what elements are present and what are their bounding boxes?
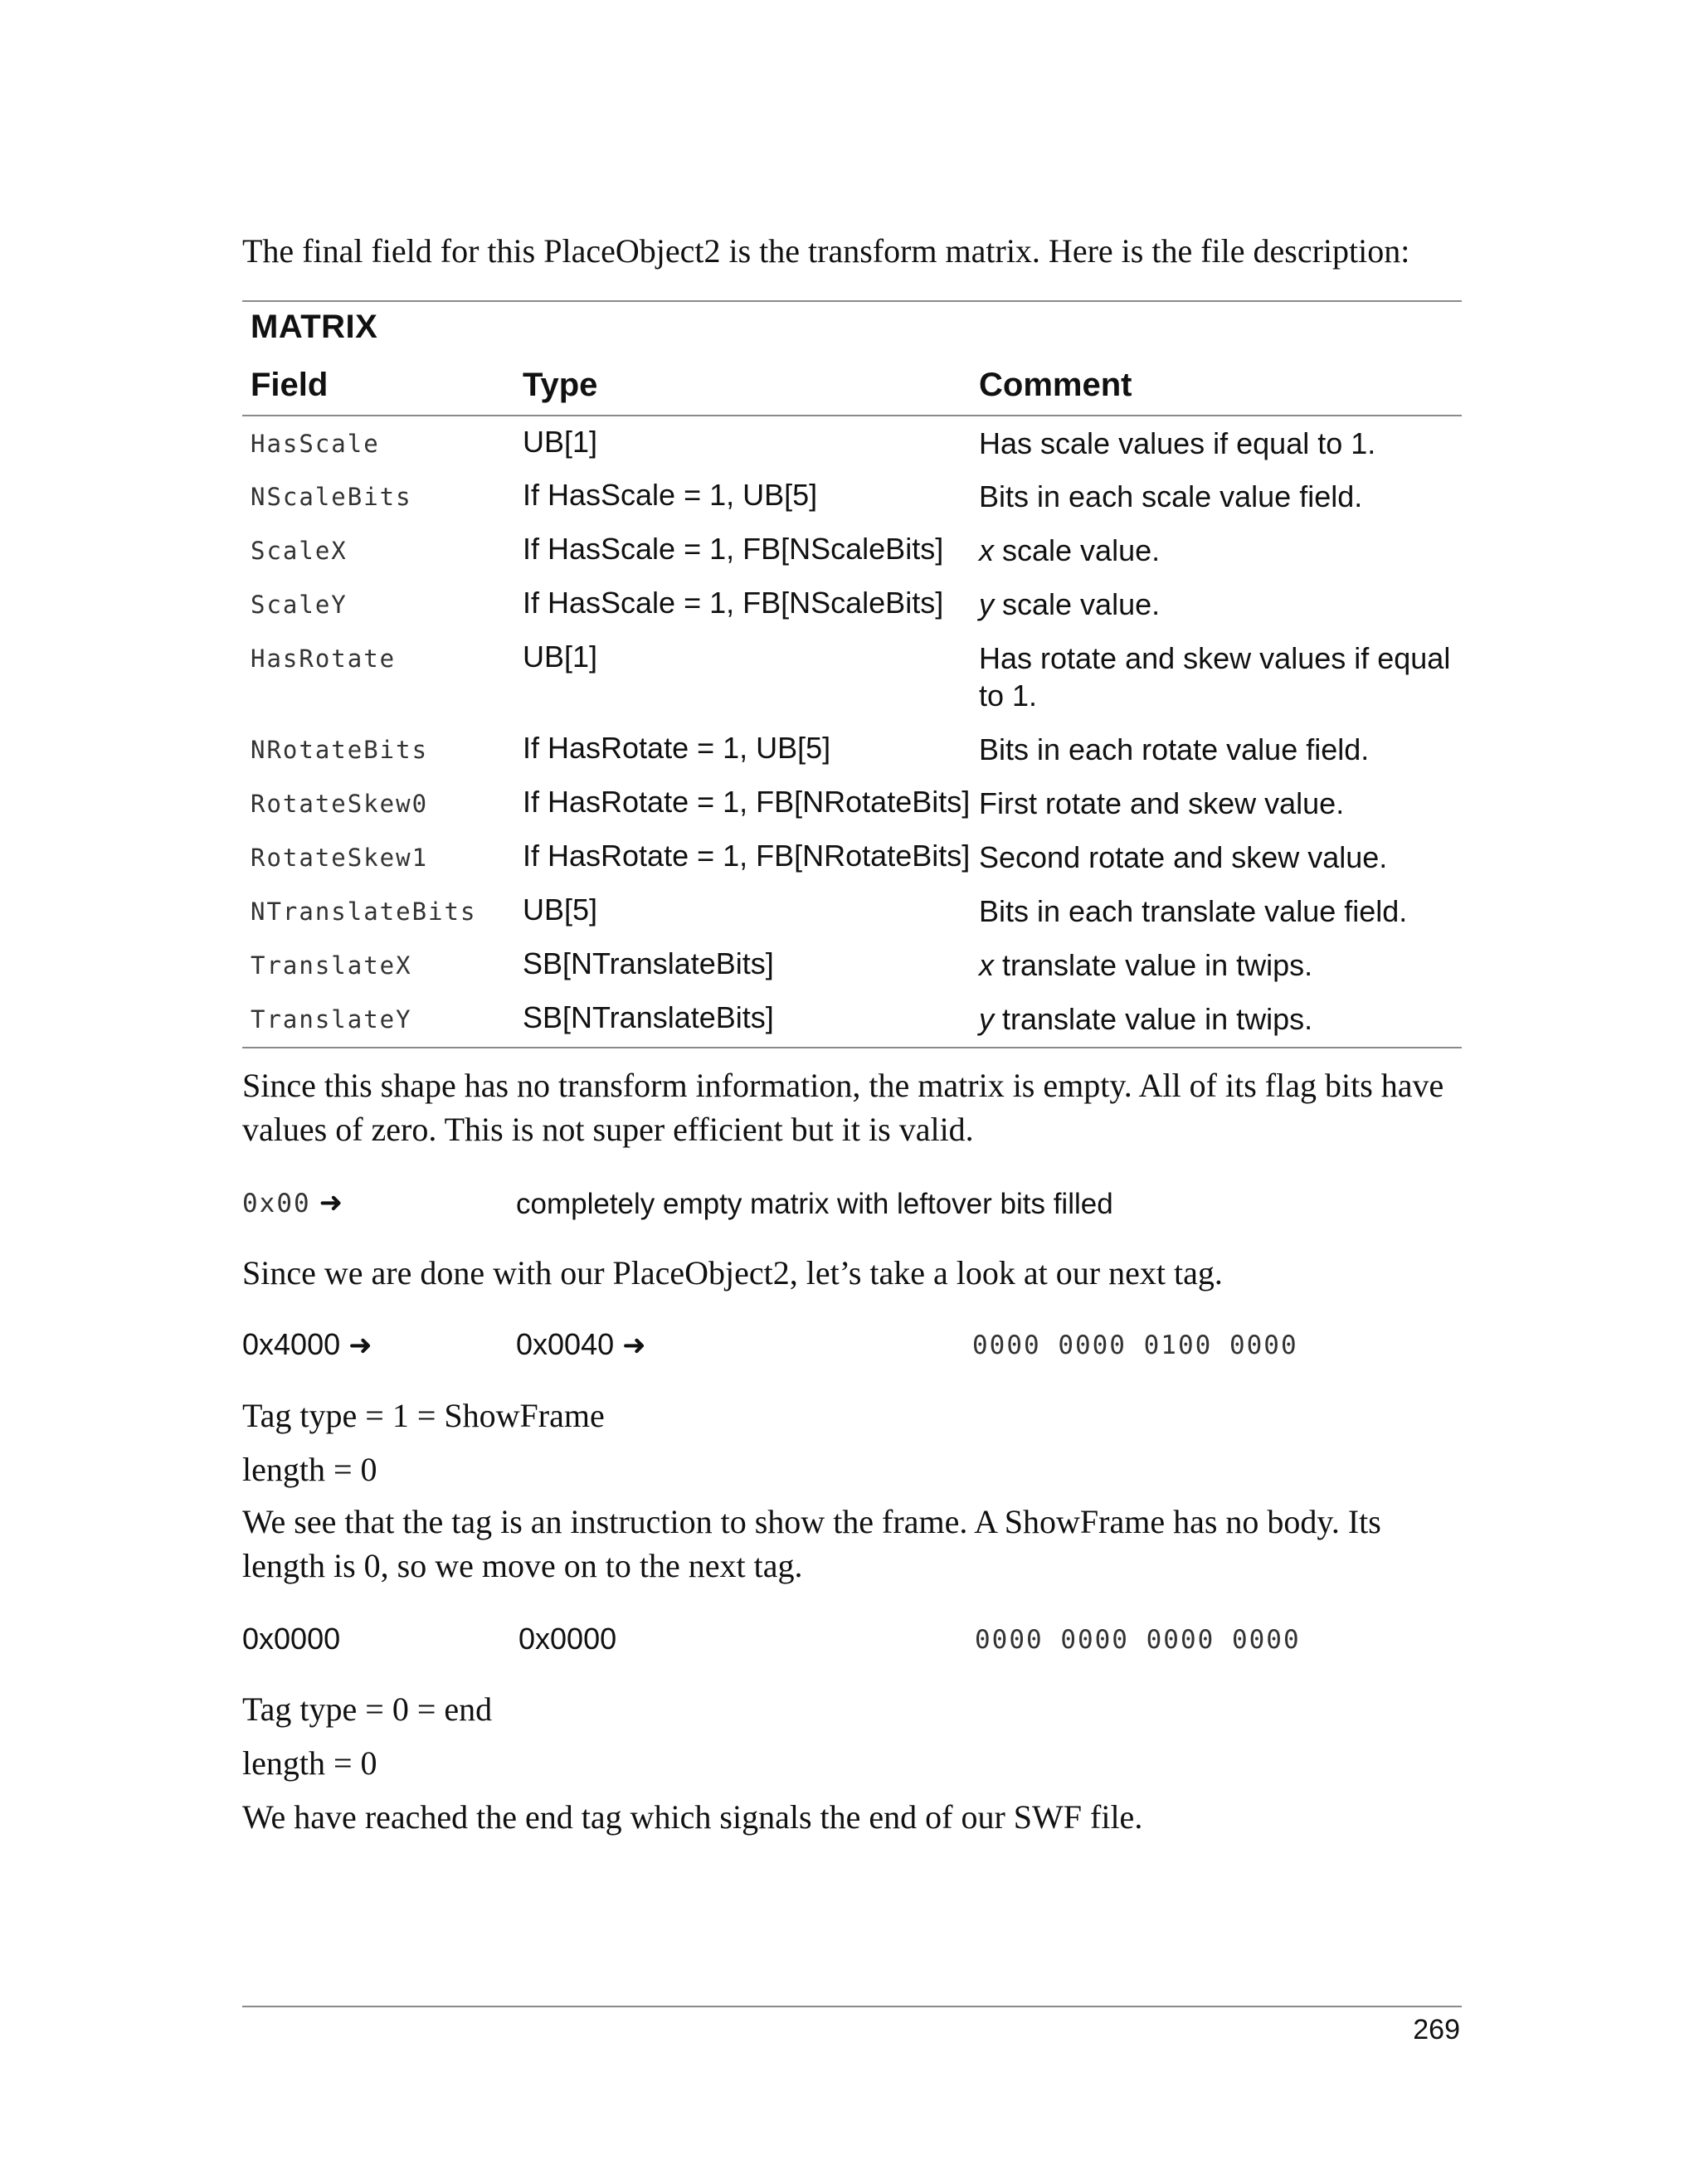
comment-cell	[979, 586, 1460, 623]
hex-value: 0x4000	[242, 1327, 341, 1361]
type-cell: If HasScale = 1, FB[NScaleBits]	[523, 532, 944, 566]
header-field: Field	[251, 367, 329, 403]
header-comment: Comment	[979, 367, 1132, 403]
table-top-rule	[242, 300, 1462, 302]
type-cell: UB[5]	[523, 893, 598, 927]
field-cell: NTranslateBits	[251, 897, 477, 926]
comment-cell: Has rotate and skew values if equal to 1.	[979, 641, 1451, 713]
arrow-icon: ➜	[348, 1330, 372, 1361]
table-title: MATRIX	[251, 309, 378, 345]
comment-italic-variable: y	[979, 1002, 994, 1036]
field-cell: HasRotate	[251, 644, 397, 673]
field-cell: ScaleY	[251, 591, 348, 619]
field-cell: ScaleX	[251, 537, 348, 565]
hex-value: 0x0040	[516, 1327, 615, 1361]
comment-cell: Bits in each rotate value field.	[979, 732, 1370, 766]
showframe-paragraph: We see that the tag is an instruction to show the frame. A ShowFrame has no body. Its length is 0, so we move on to the next tag.	[242, 1503, 1381, 1584]
comment-text: translate value in twips.	[994, 1002, 1313, 1036]
type-cell: SB[NTranslateBits]	[523, 946, 774, 980]
comment-cell	[979, 532, 1460, 569]
type-cell: If HasRotate = 1, FB[NRotateBits]	[523, 785, 971, 819]
page-number: 269	[1413, 2014, 1460, 2045]
comment-cell	[979, 946, 1460, 984]
code-line-3-hex1: 0x0000	[242, 1622, 341, 1656]
code-line-2-hex2	[516, 1327, 646, 1362]
arrow-icon: ➜	[622, 1330, 646, 1361]
comment-italic-variable: x	[979, 948, 994, 982]
comment-cell: Bits in each translate value field.	[979, 894, 1408, 928]
length-showframe: length = 0	[242, 1451, 377, 1488]
field-cell: TranslateY	[251, 1005, 412, 1034]
code-line-2-bits: 0000 0000 0100 0000	[972, 1330, 1298, 1360]
field-cell: RotateSkew1	[251, 844, 429, 872]
type-cell: UB[1]	[523, 425, 598, 459]
type-cell: If HasRotate = 1, FB[NRotateBits]	[523, 839, 971, 873]
field-cell: HasScale	[251, 430, 380, 458]
field-cell: NRotateBits	[251, 736, 429, 764]
table-bottom-rule	[242, 1047, 1462, 1048]
comment-cell: First rotate and skew value.	[979, 786, 1345, 820]
type-cell: If HasScale = 1, UB[5]	[523, 478, 818, 512]
comment-italic-variable: x	[979, 533, 994, 567]
arrow-icon: ➜	[319, 1187, 343, 1218]
comment-italic-variable: y	[979, 587, 994, 621]
comment-cell: Second rotate and skew value.	[979, 840, 1388, 874]
type-cell: If HasRotate = 1, UB[5]	[523, 731, 831, 765]
comment-text: translate value in twips.	[994, 948, 1313, 982]
table-header-rule	[242, 415, 1462, 416]
hex-value: 0x00	[242, 1189, 311, 1218]
tag-type-showframe: Tag type = 1 = ShowFrame	[242, 1397, 605, 1434]
code-line-1	[242, 1186, 343, 1219]
code-line-3-hex2: 0x0000	[518, 1622, 617, 1656]
code-line-3-bits: 0000 0000 0000 0000	[975, 1625, 1301, 1655]
comment-text: scale value.	[994, 533, 1161, 567]
type-cell: SB[NTranslateBits]	[523, 1000, 774, 1034]
comment-text: scale value.	[994, 587, 1161, 621]
type-cell: UB[1]	[523, 640, 598, 674]
field-cell: TranslateX	[251, 951, 412, 980]
end-paragraph: We have reached the end tag which signals the end of our SWF file.	[242, 1798, 1143, 1836]
tag-type-end: Tag type = 0 = end	[242, 1690, 493, 1728]
length-end: length = 0	[242, 1744, 377, 1782]
field-cell: NScaleBits	[251, 483, 412, 511]
header-type: Type	[523, 367, 598, 403]
intro-paragraph: The final field for this PlaceObject2 is the transform matrix. Here is the file description:	[242, 232, 1410, 270]
comment-cell	[979, 1000, 1460, 1038]
comment-cell: Bits in each scale value field.	[979, 479, 1363, 513]
next-tag-paragraph: Since we are done with our PlaceObject2, let’s take a look at our next tag.	[242, 1254, 1223, 1291]
footer-rule	[242, 2006, 1462, 2007]
code-line-2-hex1	[242, 1327, 372, 1362]
field-cell: RotateSkew0	[251, 790, 429, 818]
matrix-empty-paragraph: Since this shape has no transform information, the matrix is empty. All of its flag bits have values of zero. This is not super efficient but it is valid.	[242, 1067, 1444, 1148]
code-line-1-description: completely empty matrix with leftover bits filled	[516, 1188, 1113, 1220]
type-cell: If HasScale = 1, FB[NScaleBits]	[523, 586, 944, 620]
comment-cell: Has scale values if equal to 1.	[979, 426, 1376, 460]
